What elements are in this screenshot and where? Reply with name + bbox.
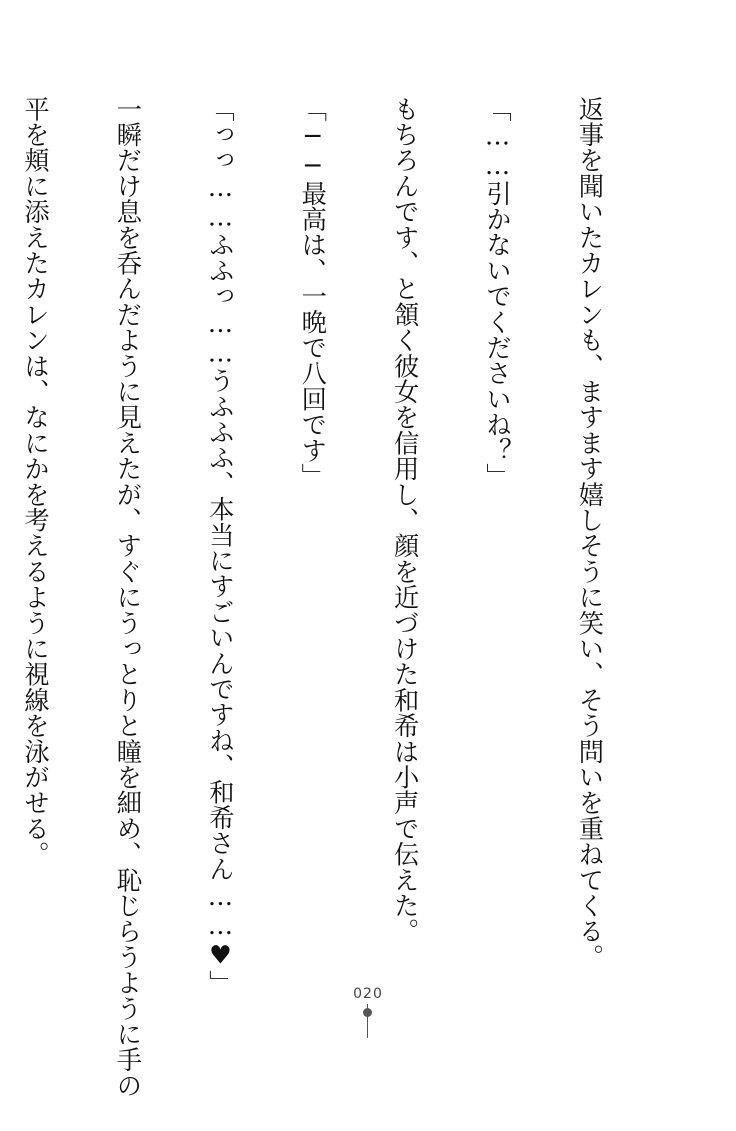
text-line: もちろんです、と頷く彼女を信用し、顔を近づけた和希は小声で伝えた。: [390, 96, 420, 945]
page-ornament-dot-icon: [363, 1008, 372, 1017]
text-line: 平を頬に添えたカレンは、なにかを考えるように視線を泳がせる。: [21, 96, 51, 867]
text-line: 「……引かないでくださいね？」: [483, 96, 513, 489]
page-number: 020: [353, 986, 383, 1002]
text-line: 一瞬だけ息を呑んだように見えたが、すぐにうっとりと瞳を細め、恥じらうように手の: [113, 96, 143, 1099]
text-line: 「──最高は、一晩で八回です」: [298, 96, 328, 489]
text-line: 返事を聞いたカレンも、ますます嬉しそうに笑い、そう問いを重ねてくる。: [575, 96, 605, 970]
text-line: 「っっ……ふふっ……うふふふ、本当にすごいんですね、和希さん……♥」: [205, 96, 235, 996]
